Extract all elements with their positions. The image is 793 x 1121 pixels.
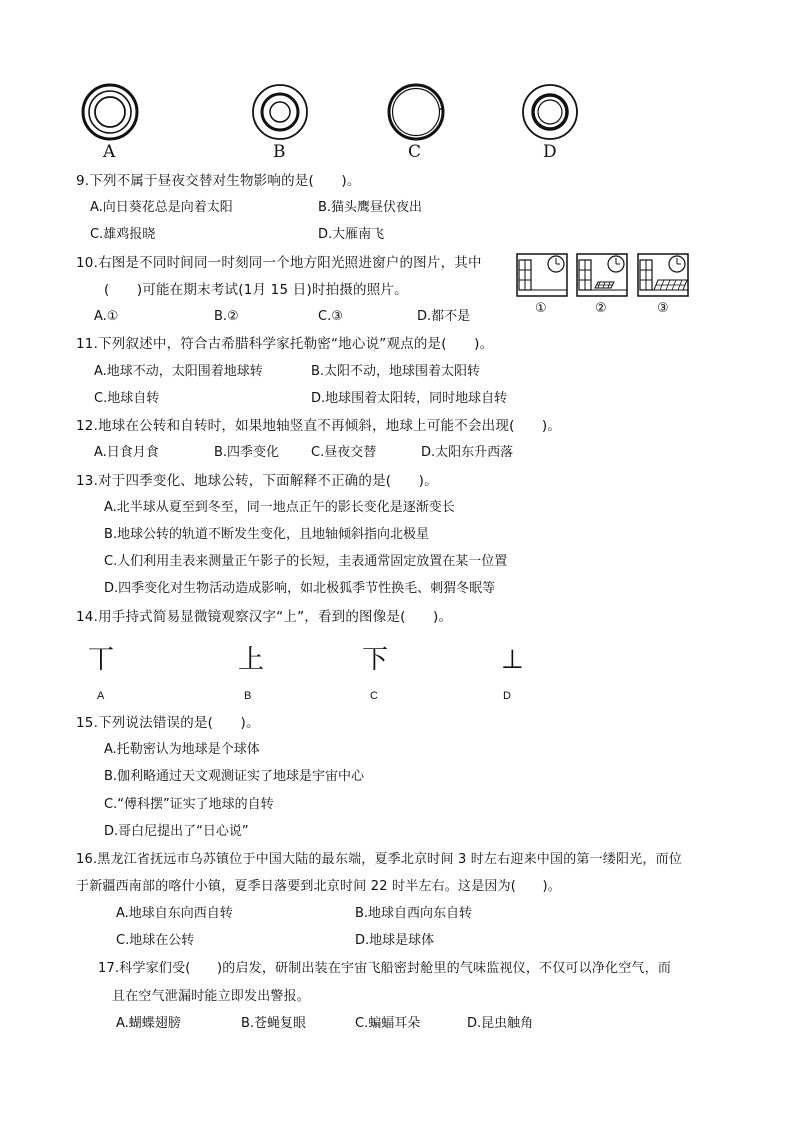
q14-stem: 14.用手持式简易显微镜观察汉字“上”，看到的图像是( )。 bbox=[76, 609, 453, 625]
q9-option-a: A.向日葵花总是向着太阳 bbox=[90, 200, 233, 215]
q17-stem-line1: 17.科学家们受( )的启发，研制出装在宇宙飞船密封舱里的气味监视仪，不仅可以净化空气，而 bbox=[98, 961, 672, 976]
q17-option-b: B.苍蝇复眼 bbox=[241, 1016, 307, 1031]
q16-option-d: D.地球是球体 bbox=[355, 933, 435, 948]
q10-stem-line2: ( )可能在期末考试(1月 15 日)时拍摄的照片。 bbox=[104, 282, 408, 298]
q15-stem: 15.下列说法错误的是( )。 bbox=[76, 715, 260, 731]
q14-label-c: C bbox=[370, 690, 378, 702]
window-figure-3-label: ③ bbox=[657, 301, 669, 316]
q9-option-d: D.大雁南飞 bbox=[318, 227, 385, 242]
q8-option-d-label: D bbox=[543, 142, 557, 162]
circle-figure-d bbox=[520, 82, 580, 142]
q12-option-c: C.昼夜交替 bbox=[311, 445, 377, 460]
q11-stem: 11.下列叙述中，符合古希腊科学家托勒密“地心说”观点的是( )。 bbox=[76, 336, 494, 352]
q10-option-d: D.都不是 bbox=[417, 309, 471, 324]
q17-option-d: D.昆虫触角 bbox=[467, 1016, 534, 1031]
q14-label-b: B bbox=[244, 690, 252, 702]
q12-stem: 12.地球在公转和自转时，如果地轴竖直不再倾斜，地球上可能不会出现( )。 bbox=[76, 418, 562, 434]
q16-option-c: C.地球在公转 bbox=[116, 933, 195, 948]
q17-stem-line2: 且在空气泄漏时能立即发出警报。 bbox=[112, 989, 311, 1004]
q11-option-a: A.地球不动，太阳围着地球转 bbox=[94, 364, 263, 379]
q8-option-c-label: C bbox=[408, 142, 422, 162]
window-figure-3 bbox=[637, 253, 689, 297]
q10-stem-line1: 10.右图是不同时间同一时刻同一个地方阳光照进窗户的图片，其中 bbox=[76, 255, 482, 271]
q14-label-d: D bbox=[503, 690, 511, 702]
q13-option-c: C.人们利用圭表来测量正午影子的长短，圭表通常固定放置在某一位置 bbox=[104, 554, 508, 569]
q10-option-a: A.① bbox=[94, 309, 119, 324]
q13-stem: 13.对于四季变化、地球公转，下面解释不正确的是( )。 bbox=[76, 473, 438, 489]
q8-option-b-label: B bbox=[273, 142, 286, 162]
q12-option-a: A.日食月食 bbox=[94, 445, 159, 460]
window-figure-2-label: ② bbox=[595, 301, 607, 316]
q10-option-b: B.② bbox=[214, 309, 239, 324]
q11-option-b: B.太阳不动，地球围着太阳转 bbox=[311, 364, 481, 379]
q9-option-c: C.雄鸡报晓 bbox=[90, 227, 156, 242]
circle-figure-c bbox=[386, 82, 446, 142]
q14-glyph-b: 上 bbox=[238, 645, 265, 675]
q15-option-a: A.托勒密认为地球是个球体 bbox=[104, 742, 260, 757]
q11-option-d: D.地球围着太阳转，同时地球自转 bbox=[311, 391, 508, 406]
q12-option-b: B.四季变化 bbox=[214, 445, 280, 460]
q15-option-c: C.“傅科摆”证实了地球的自转 bbox=[104, 797, 274, 812]
q10-option-c: C.③ bbox=[318, 309, 343, 324]
q13-option-d: D.四季变化对生物活动造成影响，如北极狐季节性换毛、刺猬冬眠等 bbox=[104, 581, 496, 596]
q9-option-b: B.猫头鹰昼伏夜出 bbox=[318, 200, 423, 215]
q14-glyph-c: 下 bbox=[362, 645, 389, 675]
q16-stem-line2: 于新疆西南部的喀什小镇，夏季日落要到北京时间 22 时半左右。这是因为( )。 bbox=[76, 879, 561, 894]
window-figure-2 bbox=[576, 253, 628, 297]
q15-option-d: D.哥白尼提出了“日心说” bbox=[104, 824, 249, 839]
q13-option-a: A.北半球从夏至到冬至，同一地点正午的影长变化是逐渐变长 bbox=[104, 500, 455, 515]
q12-option-d: D.太阳东升西落 bbox=[421, 445, 514, 460]
q13-option-b: B.地球公转的轨道不断发生变化，且地轴倾斜指向北极星 bbox=[104, 527, 430, 542]
q8-option-a-label: A bbox=[103, 142, 116, 162]
window-figure-1-label: ① bbox=[535, 301, 547, 316]
circle-figure-b bbox=[250, 82, 310, 142]
q15-option-b: B.伽利略通过天文观测证实了地球是宇宙中心 bbox=[104, 769, 365, 784]
q17-option-c: C.蝙蝠耳朵 bbox=[355, 1016, 421, 1031]
q11-option-c: C.地球自转 bbox=[94, 391, 160, 406]
q14-glyph-d: ⊥ bbox=[501, 645, 524, 675]
q17-option-a: A.蝴蝶翅膀 bbox=[116, 1016, 181, 1031]
window-figure-1 bbox=[516, 253, 568, 297]
q14-glyph-a: 丅 bbox=[88, 645, 115, 675]
q16-option-a: A.地球自东向西自转 bbox=[116, 906, 233, 921]
q16-option-b: B.地球自西向东自转 bbox=[355, 906, 473, 921]
q14-label-a: A bbox=[97, 690, 105, 702]
q9-stem: 9.下列不属于昼夜交替对生物影响的是( )。 bbox=[76, 173, 361, 189]
circle-figure-a bbox=[80, 82, 140, 142]
q16-stem-line1: 16.黑龙江省抚远市乌苏镇位于中国大陆的最东端，夏季北京时间 3 时左右迎来中国的第一缕阳光，而位 bbox=[76, 852, 683, 867]
